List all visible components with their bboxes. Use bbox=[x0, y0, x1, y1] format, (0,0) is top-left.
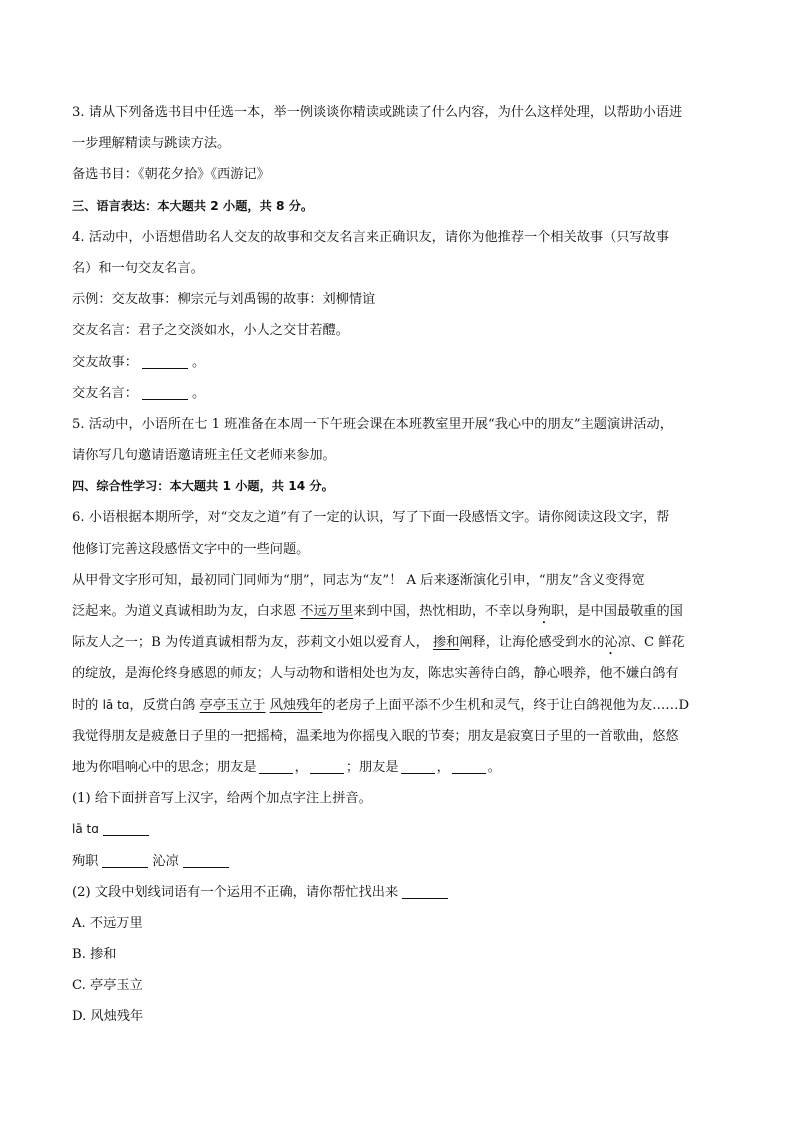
motto-answer-blank[interactable] bbox=[142, 385, 188, 400]
option-c: C. 亭亭玉立 bbox=[72, 978, 143, 994]
document-page bbox=[72, 97, 722, 1033]
passage-text: 际友人之一；B 为传道真诚相帮为友，莎莉文小姐以爱育人， bbox=[72, 635, 433, 651]
passage-text: 凉、C 鲜花 bbox=[617, 635, 685, 651]
sub2-text: (2) 文段中划线词语有一个运用不正确，请你帮忙找出来 bbox=[72, 884, 399, 900]
pinyin-lata: lā tɑ bbox=[102, 697, 130, 712]
q4-line-1: 4. 活动中，小语想借助名人交友的故事和交友名言来正确识友，请你为他推荐一个相关故事（只写故事 bbox=[72, 229, 670, 245]
passage-text: 职，是中国最敬重的国 bbox=[550, 604, 683, 619]
story-label: 交友故事： bbox=[72, 354, 138, 370]
sub1-pinyin: lā tɑ bbox=[72, 822, 99, 837]
passage-line-5 bbox=[72, 690, 722, 721]
underlined-word-c: 亭亭玉立于 bbox=[199, 697, 266, 713]
q3-book-list: 备选书目：《朝花夕拾》《西游记》 bbox=[72, 167, 270, 183]
motto-end-mark: 。 bbox=[191, 385, 206, 401]
story-end-mark: 。 bbox=[191, 354, 206, 370]
section-4-label: 四、综合性学习： bbox=[72, 479, 170, 494]
passage-line-4: 的绽放，是海伦终身感恩的师友；人与动物和谐相处也为友，陈忠实善待白鸽，静心喂养，他不嫌白鸽有 bbox=[72, 666, 679, 682]
passage-text: 时的 bbox=[72, 697, 103, 713]
story-answer-blank[interactable] bbox=[142, 354, 188, 369]
dotted-char-qin: 沁 bbox=[604, 635, 618, 651]
q5-line-2: 请你写几句邀请语邀请班主任文老师来参加。 bbox=[72, 448, 336, 464]
q6-line-1: 6. 小语根据本期所学，对“交友之道”有了一定的认识，写了下面一段感悟文字。请你阅读这段文字，帮 bbox=[72, 510, 670, 526]
passage-text: 。 bbox=[487, 759, 501, 775]
passage-line-7 bbox=[72, 752, 722, 783]
sub-question-2 bbox=[72, 877, 722, 908]
section-4-desc: 本大题共 1 小题，共 14 分。 bbox=[169, 479, 334, 494]
dotted-char-xun: 殉 bbox=[537, 604, 551, 619]
option-b: B. 掺和 bbox=[72, 947, 117, 963]
passage-text: 的老房子上面平添不少生机和灵气，终于让白鸽视他为友……D bbox=[322, 697, 690, 713]
sub1-pinyin-row bbox=[72, 814, 722, 845]
q4-line-2: 名）和一句交友名言。 bbox=[72, 260, 204, 276]
sub1-chars-row bbox=[72, 846, 722, 877]
section-4-heading bbox=[72, 471, 722, 502]
word-xunzhi: 殉职 bbox=[72, 853, 99, 869]
passage-text: ；朋友是 bbox=[345, 759, 399, 775]
q4-motto-answer bbox=[72, 378, 722, 409]
option-d: D. 风烛残年 bbox=[72, 1009, 144, 1025]
q4-story-answer bbox=[72, 347, 722, 378]
section-3-desc: 本大题共 2 小题，共 8 分。 bbox=[157, 198, 314, 213]
section-3-label: 三、语言表达： bbox=[72, 198, 158, 213]
friend-blank-4[interactable] bbox=[452, 759, 486, 774]
q3-line-1: 3. 请从下列备选书目中任选一本，举一例谈谈你精读或跳读了什么内容，为什么这样处理，以帮助小语进 bbox=[72, 105, 683, 120]
passage-text: ， bbox=[436, 759, 450, 775]
passage-line-6: 我觉得朋友是疲惫日子里的一把摇椅，温柔地为你摇曳入眠的节奏；朋友是寂寞日子里的一首歌曲，悠悠 bbox=[72, 728, 679, 744]
xunzhi-answer-blank[interactable] bbox=[102, 853, 148, 868]
word-qinliang: 沁凉 bbox=[152, 853, 179, 869]
friend-blank-2[interactable] bbox=[310, 759, 344, 774]
qinliang-answer-blank[interactable] bbox=[183, 853, 229, 868]
friend-blank-3[interactable] bbox=[401, 759, 435, 774]
passage-text: ， bbox=[294, 759, 308, 775]
q6-line-2: 他修订完善这段感悟文字中的一些问题。 bbox=[72, 541, 310, 557]
underlined-word-b: 掺和 bbox=[432, 635, 460, 651]
passage-text: 地为你唱响心中的思念；朋友是 bbox=[72, 759, 257, 775]
passage-line-1: 从甲骨文字形可知，最初同门同师为“朋”，同志为“友”！ A 后来逐渐演化引申，“朋友”含义变得宽 bbox=[72, 572, 645, 588]
motto-label: 交友名言： bbox=[72, 385, 138, 401]
underlined-word-d: 风烛残年 bbox=[269, 697, 323, 713]
passage-text: 来到中国，热忱相助，不幸以身 bbox=[353, 604, 538, 619]
option-a: A. 不远万里 bbox=[72, 915, 143, 931]
underlined-word-a: 不远万里 bbox=[300, 604, 354, 619]
sub-question-1: (1) 给下面拼音写上汉字，给两个加点字注上拼音。 bbox=[72, 791, 372, 807]
passage-line-3 bbox=[72, 627, 722, 658]
q5-line-1: 5. 活动中，小语所在七 1 班准备在本周一下午班会课在本班教室里开展“我心中的朋友”主题演讲活动， bbox=[72, 416, 673, 432]
passage-text: ，反赏白鸽 bbox=[129, 697, 200, 713]
q4-motto-example: 交友名言：君子之交淡如水，小人之交甘若醴。 bbox=[72, 323, 349, 339]
q3-line-2: 一步理解精读与跳读方法。 bbox=[72, 136, 231, 152]
passage-text: 泛起来。为道义真诚相助为友，白求恩 bbox=[72, 604, 301, 619]
lata-answer-blank[interactable] bbox=[103, 821, 149, 836]
section-3-heading bbox=[72, 191, 722, 222]
sub2-answer-blank[interactable] bbox=[402, 884, 448, 899]
passage-line-2 bbox=[72, 596, 722, 627]
passage-text: 阐释，让海伦感受到水的 bbox=[459, 635, 605, 651]
friend-blank-1[interactable] bbox=[259, 759, 293, 774]
q4-example: 示例：交友故事：柳宗元与刘禹锡的故事：刘柳情谊 bbox=[72, 292, 376, 308]
